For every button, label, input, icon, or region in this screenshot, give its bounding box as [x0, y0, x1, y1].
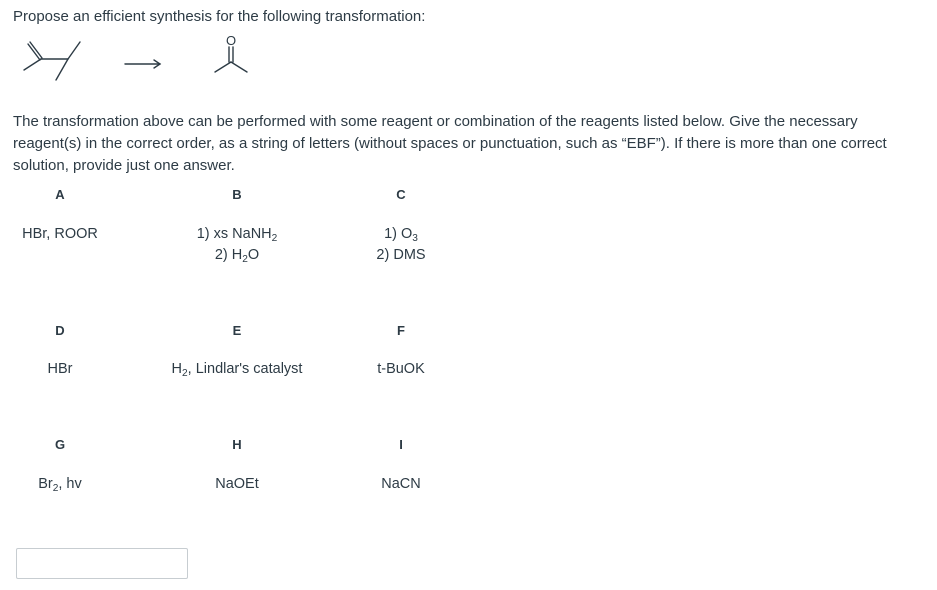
reagent-subscript: 3	[412, 233, 418, 244]
reagent-g	[0, 474, 140, 495]
bond-line	[56, 59, 68, 80]
reagent-letter-e: E	[232, 323, 242, 338]
reagent-text: 1) O	[384, 226, 413, 242]
instructions-text: The transformation above can be performed with some reagent or combination of the reagents listed below. Give the necessary reagent(s) in the correct order, as a string of letters (without spaces or punctuation, such as “EBF”). If there is more than one correct solution, provide just one answer.	[13, 113, 887, 174]
reagent-text: H	[171, 361, 183, 377]
reagent-e	[157, 359, 317, 380]
reagent-letter-a: A	[55, 187, 65, 202]
question-prompt: Propose an efficient synthesis for the following transformation:	[13, 8, 426, 25]
bond-line	[215, 62, 231, 72]
reagent-text: 2) DMS	[376, 247, 426, 263]
bond-line	[24, 59, 41, 70]
reagent-letter-b: B	[232, 187, 242, 202]
reaction-scheme	[20, 34, 280, 94]
reagent-text: NaCN	[381, 476, 421, 492]
reagent-b	[157, 224, 317, 266]
reagent-text: , hv	[58, 476, 82, 492]
reagent-letter-g: G	[54, 437, 66, 452]
reagent-c	[321, 224, 481, 266]
reagent-text: O	[247, 247, 260, 263]
answer-input[interactable]	[16, 548, 188, 579]
reagent-subscript: 2	[52, 483, 59, 494]
reagent-letter-f: F	[397, 323, 405, 338]
reagent-text: 2) H	[214, 247, 243, 263]
reagent-text: NaOEt	[215, 476, 259, 492]
reagent-subscript: 2	[271, 233, 278, 244]
reagent-text: 1) xs NaNH	[196, 226, 272, 242]
reagent-text: Br	[38, 476, 53, 492]
bond-line	[68, 42, 80, 59]
reagent-subscript: 2	[182, 368, 188, 379]
reagent-i	[321, 474, 481, 495]
reagent-d	[0, 359, 140, 380]
reagent-subscript: 2	[242, 254, 248, 265]
reagent-text: HBr	[47, 361, 73, 377]
reagent-a	[0, 224, 140, 245]
oxygen-label: O	[225, 34, 237, 48]
reagent-text: t-BuOK	[377, 361, 425, 377]
reagent-letter-d: D	[55, 323, 65, 338]
reagent-h	[157, 474, 317, 495]
reagent-letter-h: H	[232, 437, 242, 452]
reagent-text: , Lindlar's catalyst	[187, 361, 303, 377]
reagent-f	[321, 359, 481, 380]
reagent-letter-i: I	[399, 437, 403, 452]
reagent-text: HBr, ROOR	[22, 226, 98, 242]
reagent-letter-c: C	[396, 187, 406, 202]
bond-line	[231, 62, 247, 72]
